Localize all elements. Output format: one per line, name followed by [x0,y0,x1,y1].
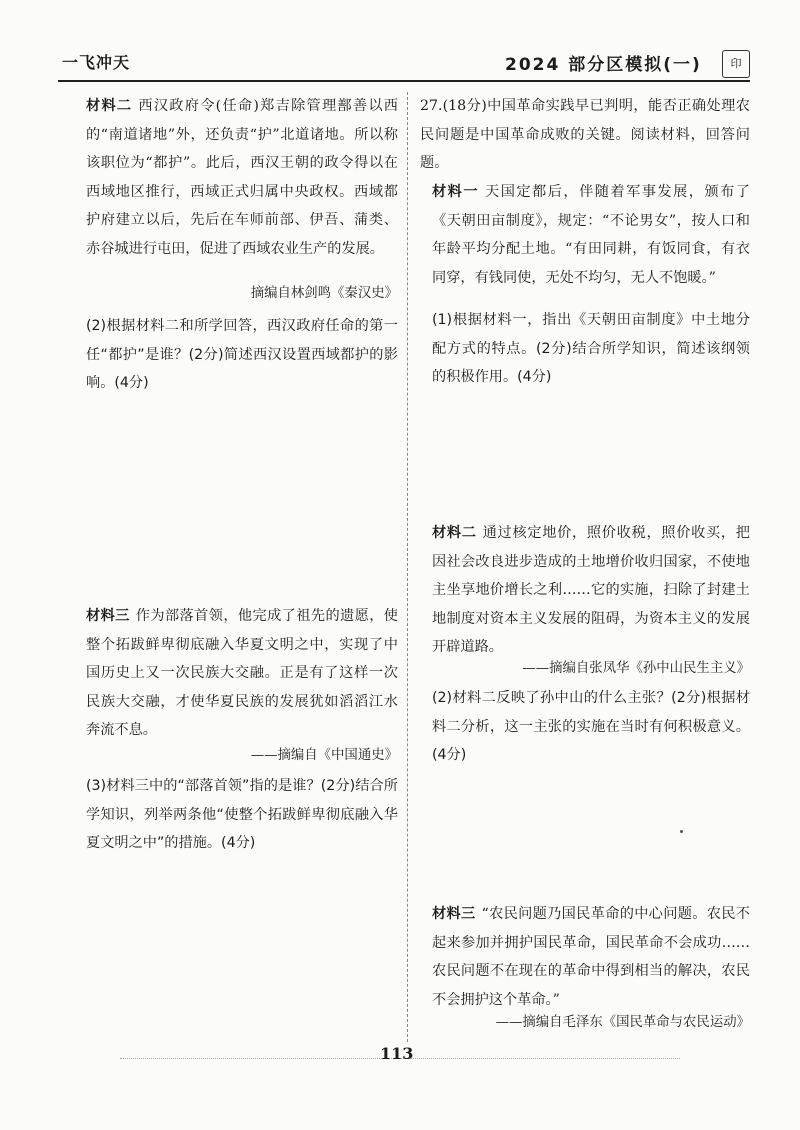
page-number: 113 [380,1044,414,1063]
material-text: 西汉政府令(任命)郑吉除管理鄯善以西的“南道诸地”外，还负责“护”北道诸地。所以称该职位为“都护”。此后，西汉王朝的政令得以在西域地区推行，西域正式归属中央政权。西域都护府建立以后，先后在车师前部、伊吾、蒲类、赤谷城进行屯田，促进了西域农业生产的发展。 [86,98,398,257]
material-text: 通过核定地价，照价收税，照价收买，把因社会改良进步造成的土地增价收归国家，不使地主坐享地价增长之利……它的实施，扫除了封建土地制度对资本主义发展的阻碍，为资本主义的发展开辟道路。 [432,525,750,655]
right-material-2-source: ——摘编自张凤华《孙中山民生主义》 [522,661,750,676]
question-text: 材料三中的“部落首领”指的是谁？(2分)结合所学知识，列举两条他“使整个拓跋鲜卑彻底融入华夏文明之中”的措施。(4分) [86,778,398,851]
material-label: 材料二 [432,525,477,541]
column-divider [407,92,408,1042]
right-material-3-source: ——摘编自毛泽东《国民革命与农民运动》 [495,1015,750,1030]
question-text: 根据材料一，指出《天朝田亩制度》中土地分配方式的特点。(2分)结合所学知识，简述该纲领的积极作用。(4分) [432,312,750,385]
right-material-1 [432,178,750,292]
material-text: 天国定都后，伴随着军事发展，颁布了《天朝田亩制度》，规定：“不论男女”，按人口和年龄平均分配土地。“有田同耕，有饭同食，有衣同穿，有钱同使，无处不均匀，无人不饱暖。” [432,184,750,286]
header-rule [58,80,750,82]
corner-seal: 印 [722,50,750,78]
header-title: 2024 部分区模拟(一) [505,55,702,75]
left-material-2 [86,92,398,263]
right-question-2 [432,684,750,770]
scan-speck [680,830,683,833]
left-material-3-source: ——摘编自《中国通史》 [250,748,398,763]
right-question-1 [432,306,750,392]
right-material-2 [432,519,750,662]
material-text: 作为部落首领，他完成了祖先的遗愿，使整个拓跋鲜卑彻底融入华夏文明之中，实现了中国历史上又一次民族大交融。正是有了这样一次民族大交融，才使华夏民族的发展犹如滔滔江水奔流不息。 [86,608,398,738]
left-material-2-source: 摘编自林剑鸣《秦汉史》 [250,286,398,301]
material-text: “农民问题乃国民革命的中心问题。农民不起来参加并拥护国民革命，国民革命不会成功……农民问题不在现在的革命中得到相当的解决，农民不会拥护这个革命。” [432,906,750,1008]
right-intro: 27.(18分)中国革命实践早已判明，能否正确处理农民问题是中国革命成败的关键。阅读材料，回答问题。 [420,98,750,171]
question-number: (2) [86,318,107,334]
left-material-3 [86,602,398,745]
left-question-3 [86,772,398,858]
question-text: 材料二反映了孙中山的什么主张？(2分)根据材料二分析，这一主张的实施在当时有何积极意义。(4分) [432,690,750,763]
material-label: 材料一 [432,184,480,200]
material-label: 材料二 [86,98,133,114]
right-material-3 [432,900,750,1014]
left-question-2 [86,312,398,398]
question-number: (2) [432,690,453,706]
material-label: 材料三 [432,906,476,922]
question-number: (3) [86,778,107,794]
brand-logo: 一飞冲天 [62,53,131,72]
question-text: 根据材料二和所学回答，西汉政府任命的第一任“都护”是谁？(2分)简述西汉设置西域都护的影响。(4分) [86,318,398,391]
material-label: 材料三 [86,608,130,624]
question-number: (1) [432,312,453,328]
